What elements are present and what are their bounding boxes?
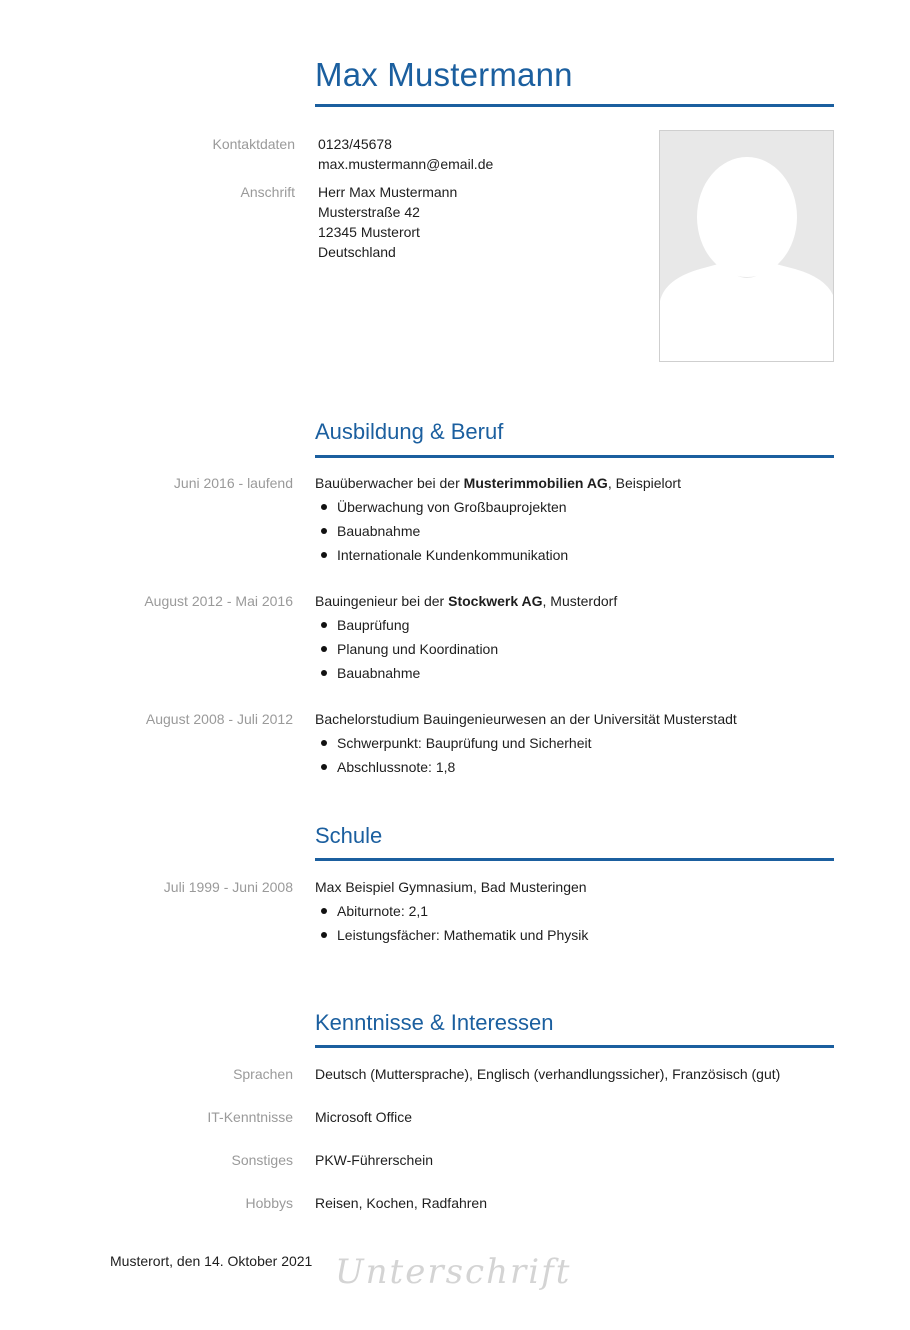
address-line: 12345 Musterort — [318, 224, 420, 240]
skill-value: Deutsch (Muttersprache), Englisch (verhandlungssicher), Französisch (gut) — [315, 1066, 781, 1082]
skill-value: Microsoft Office — [315, 1109, 412, 1125]
entry-date: August 2012 - Mai 2016 — [144, 593, 293, 609]
skill-value: Reisen, Kochen, Radfahren — [315, 1195, 487, 1211]
entry-title: Bachelorstudium Bauingenieurwesen an der Universität Musterstadt — [315, 711, 737, 727]
skill-label: IT-Kenntnisse — [207, 1109, 293, 1125]
profile-photo — [659, 130, 834, 362]
entry-date: Juli 1999 - Juni 2008 — [163, 879, 293, 895]
page-title: Max Mustermann — [315, 56, 573, 93]
entry-bullets — [315, 495, 568, 567]
entry-bullets — [315, 731, 592, 779]
address-line: Musterstraße 42 — [318, 204, 420, 220]
list-item: Überwachung von Großbauprojekten — [315, 495, 568, 519]
section-divider — [315, 1045, 834, 1048]
list-item: Bauabnahme — [315, 661, 498, 685]
address-line: Deutschland — [318, 244, 396, 260]
entry-bullets — [315, 613, 498, 685]
list-item: Internationale Kundenkommunikation — [315, 543, 568, 567]
entry-bullets — [315, 899, 588, 947]
section-divider — [315, 858, 834, 861]
skill-label: Hobbys — [245, 1195, 293, 1211]
list-item: Planung und Koordination — [315, 637, 498, 661]
entry-date: August 2008 - Juli 2012 — [145, 711, 293, 727]
entry-title: Max Beispiel Gymnasium, Bad Musteringen — [315, 879, 587, 895]
list-item: Schwerpunkt: Bauprüfung und Sicherheit — [315, 731, 592, 755]
list-item: Leistungsfächer: Mathematik und Physik — [315, 923, 588, 947]
contact-phone: 0123/45678 — [318, 136, 392, 152]
signature: Unterschrift — [335, 1252, 572, 1292]
title-divider — [315, 104, 834, 107]
contact-label: Kontaktdaten — [212, 136, 295, 152]
skill-value: PKW-Führerschein — [315, 1152, 434, 1168]
skill-label: Sonstiges — [231, 1152, 293, 1168]
skill-label: Sprachen — [233, 1066, 293, 1082]
section-title-career: Ausbildung & Beruf — [315, 419, 504, 444]
contact-email: max.mustermann@email.de — [318, 156, 494, 172]
list-item: Abschlussnote: 1,8 — [315, 755, 592, 779]
list-item: Bauabnahme — [315, 519, 568, 543]
section-title-school: Schule — [315, 823, 383, 848]
entry-title: Bauüberwacher bei der Musterimmobilien AG, Beispielort — [315, 475, 681, 491]
place-date: Musterort, den 14. Oktober 2021 — [110, 1253, 313, 1269]
address-label: Anschrift — [240, 184, 295, 200]
company-name: Musterimmobilien AG — [463, 475, 608, 491]
person-silhouette-icon — [660, 131, 834, 362]
list-item: Abiturnote: 2,1 — [315, 899, 588, 923]
entry-date: Juni 2016 - laufend — [173, 475, 293, 491]
entry-title: Bauingenieur bei der Stockwerk AG, Musterdorf — [315, 593, 618, 609]
list-item: Bauprüfung — [315, 613, 498, 637]
address-line: Herr Max Mustermann — [318, 184, 458, 200]
company-name: Stockwerk AG — [448, 593, 543, 609]
section-divider — [315, 455, 834, 458]
section-title-skills: Kenntnisse & Interessen — [315, 1010, 554, 1035]
